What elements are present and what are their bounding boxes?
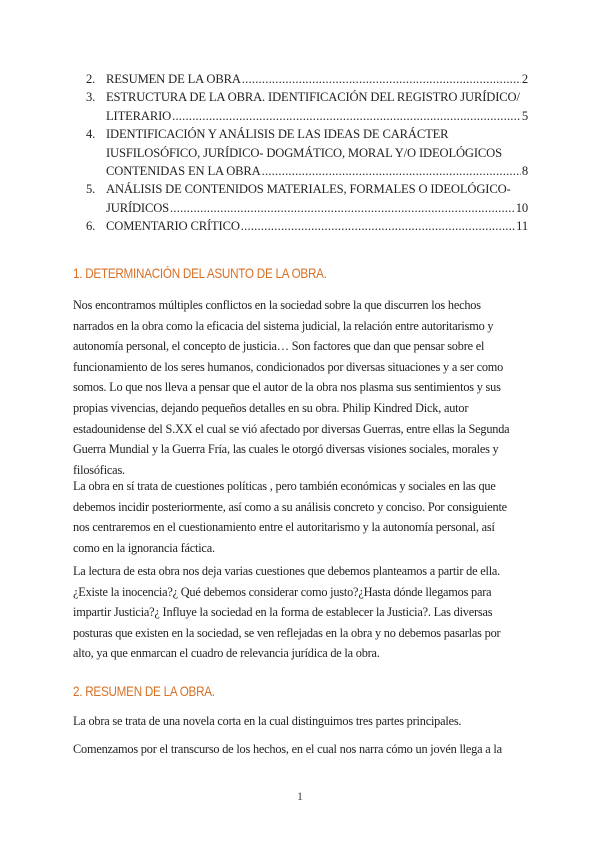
paragraph: Nos encontramos múltiples conflictos en la sociedad sobre la que discurren los hechos narrados en la obra como la eficacia del sistema judicial, la relación entre autoritarismo y autonomía personal, el concepto de justicia… Son factores que dan que pensar sobre el funcionamiento de los seres humanos, condicionados por diversas situaciones y a ser como somos. Lo que nos lleva a pensar que el autor de la obra nos plasma sus sentimientos y sus propias vivencias, dejando pequeños detalles en su obra. Philip Kindred Dick, autor estadounidense del S.XX el cual se vió afectado por diversas Guerras, entre ellas la Segunda Guerra Mundial y la Guerra Fría, las cuales le otorgó diversas visiones sociales, morales y filosóficas. — [73, 298, 510, 477]
toc-entry-title: RESUMEN DE LA OBRA — [106, 72, 241, 86]
toc-entry-title: COMENTARIO CRÍTICO — [106, 219, 240, 234]
toc-number: 3. — [86, 90, 96, 105]
toc-entry-title: IDENTIFICACIÓN Y ANÁLISIS DE LAS IDEAS DE CARÁCTER — [106, 127, 449, 142]
toc-number: 5. — [86, 182, 96, 197]
paragraph: La obra se trata de una novela corta en la cual distinguimos tres partes principales. — [73, 714, 462, 728]
section-heading-asunto: 1. DETERMINACIÓN DEL ASUNTO DE LA OBRA. — [73, 266, 327, 281]
toc-entry-title: IUSFILOSÓFICO, JURÍDICO- DOGMÁTICO, MORAL Y/O IDEOLÓGICOS — [106, 145, 502, 160]
toc-entry-title: JURÍDICOS — [106, 200, 170, 215]
toc-entry-6[interactable] — [86, 217, 528, 235]
toc-page-number: 5 — [521, 108, 528, 123]
section-heading-resumen: 2. RESUMEN DE LA OBRA. — [73, 684, 215, 699]
toc-leader-dots — [241, 217, 515, 235]
toc-entry-title: ANÁLISIS DE CONTENIDOS MATERIALES, FORMALES O IDEOLÓGICO- — [106, 182, 511, 197]
toc-entry-2[interactable] — [86, 70, 528, 88]
toc-page-number: 10 — [515, 200, 528, 215]
toc-leader-dots — [170, 199, 515, 217]
paragraph: Comenzamos por el transcurso de los hechos, en el cual nos narra cómo un jovén llega a la — [73, 742, 502, 756]
table-of-contents — [86, 70, 528, 236]
toc-number: 6. — [86, 219, 96, 234]
page-number: 1 — [297, 789, 303, 803]
toc-leader-dots — [262, 162, 521, 180]
toc-entry-3[interactable] — [86, 88, 528, 125]
toc-page-number: 8 — [521, 164, 528, 179]
toc-leader-dots — [242, 70, 521, 88]
toc-page-number: 2 — [521, 72, 528, 86]
toc-number: 2. — [86, 72, 96, 86]
paragraph: La obra en sí trata de cuestiones políticas , pero también económicas y sociales en las que debemos incidir posteriormente, así como a su análisis concreto y conciso. Por consiguiente nos centraremos en el cuestionamiento entre el autoritarismo y la autonomía personal, así como en la ignorancia fáctica. — [73, 479, 507, 555]
paragraph: La lectura de esta obra nos deja varias cuestiones que debemos planteamos a partir de ella. ¿Existe la inocencia?¿ Qué debemos considerar como justo?¿Hasta dónde llegamos para impartir Justicia?¿ Influye la sociedad en la forma de establecer la Justicia?. Las diversas posturas que existen en la sociedad, se ven reflejadas en la obra y no debemos pasarlas por alto, ya que enmarcan el cuadro de relevancia jurídica de la obra. — [73, 564, 501, 661]
toc-number: 4. — [86, 127, 96, 142]
toc-entry-title: LITERARIO — [106, 108, 172, 123]
toc-entry-4[interactable] — [86, 125, 528, 180]
toc-page-number: 11 — [516, 219, 528, 234]
toc-leader-dots — [172, 107, 521, 125]
toc-entry-title: ESTRUCTURA DE LA OBRA. IDENTIFICACIÓN DEL REGISTRO JURÍDICO/ — [106, 90, 520, 105]
toc-entry-title: CONTENIDAS EN LA OBRA — [106, 164, 261, 179]
toc-entry-5[interactable] — [86, 180, 528, 217]
